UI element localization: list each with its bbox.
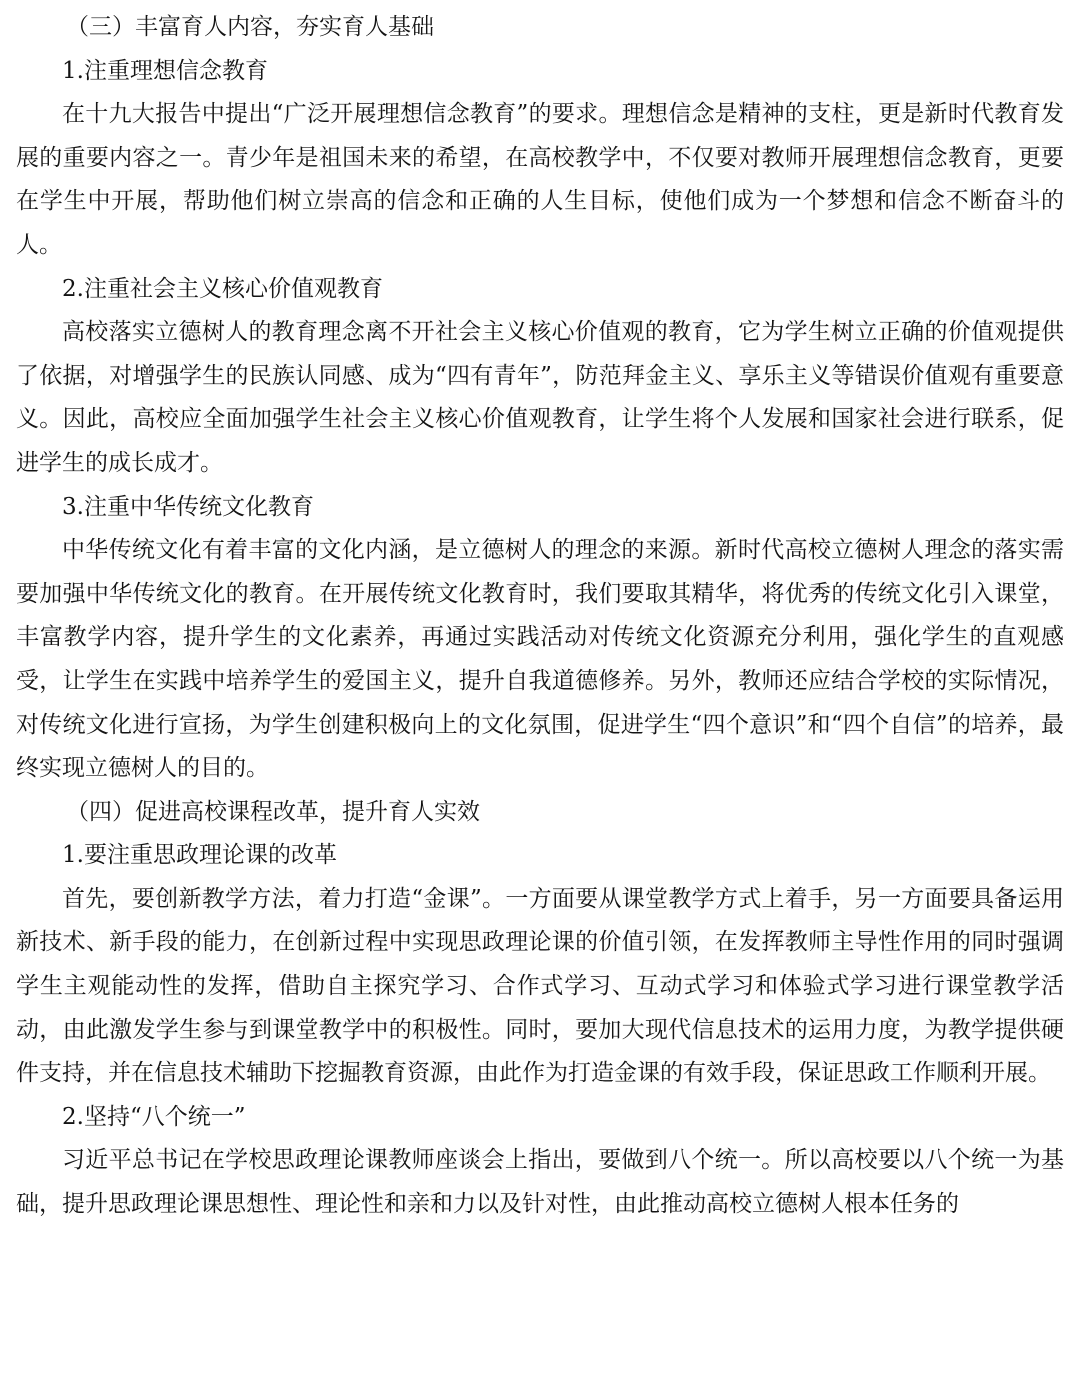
item-4-1-body: 首先，要创新教学方法，着力打造“金课”。一方面要从课堂教学方式上着手，另一方面要具备运用新技术、新手段的能力，在创新过程中实现思政理论课的价值引领，在发挥教师主导性作用的同时强调学生主观能动性的发挥，借助自主探究学习、合作式学习、互动式学习和体验式学习进行课堂教学活动，由此激发学生参与到课堂教学中的积极性。同时，要加大现代信息技术的运用力度，为教学提供硬件支持，并在信息技术辅助下挖掘教育资源，由此作为打造金课的有效手段，保证思政工作顺利开展。	[16, 885, 1064, 1087]
item-3-3-body: 中华传统文化有着丰富的文化内涵，是立德树人的理念的来源。新时代高校立德树人理念的落实需要加强中华传统文化的教育。在开展传统文化教育时，我们要取其精华，将优秀的传统文化引入课堂，丰富教学内容，提升学生的文化素养，再通过实践活动对传统文化资源充分利用，强化学生的直观感受，让学生在实践中培养学生的爱国主义，提升自我道德修养。另外，教师还应结合学校的实际情况，对传统文化进行宣扬，为学生创建积极向上的文化氛围，促进学生“四个意识”和“四个自信”的培养，最终实现立德树人的目的。	[16, 537, 1064, 782]
section-4-title: （四）促进高校课程改革，提升育人实效	[66, 798, 480, 825]
item-4-2-body: 习近平总书记在学校思政理论课教师座谈会上指出，要做到八个统一。所以高校要以八个统一为基础，提升思政理论课思想性、理论性和亲和力以及针对性，由此推动高校立德树人根本任务的	[16, 1147, 1064, 1218]
item-4-1-heading: 1.要注重思政理论课的改革	[62, 842, 337, 869]
section-3-title: （三）丰富育人内容，夯实育人基础	[66, 14, 434, 40]
item-3-1-body: 在十九大报告中提出“广泛开展理想信念教育”的要求。理想信念是精神的支柱，更是新时代教育发展的重要内容之一。青少年是祖国未来的希望，在高校教学中，不仅要对教师开展理想信念教育，更要在学生中开展，帮助他们树立崇高的信念和正确的人生目标，使他们成为一个梦想和信念不断奋斗的人。	[16, 101, 1064, 258]
item-3-2-heading: 2.注重社会主义核心价值观教育	[62, 275, 383, 302]
item-3-2-body: 高校落实立德树人的教育理念离不开社会主义核心价值观的教育，它为学生树立正确的价值观提供了依据，对增强学生的民族认同感、成为“四有青年”，防范拜金主义、享乐主义等错误价值观有重要意义。因此，高校应全面加强学生社会主义核心价值观教育，让学生将个人发展和国家社会进行联系，促进学生的成长成才。	[16, 319, 1064, 476]
item-4-2-heading: 2.坚持“八个统一”	[62, 1103, 246, 1130]
item-3-1-heading: 1.注重理想信念教育	[62, 57, 268, 84]
item-3-3-heading: 3.注重中华传统文化教育	[62, 493, 314, 520]
